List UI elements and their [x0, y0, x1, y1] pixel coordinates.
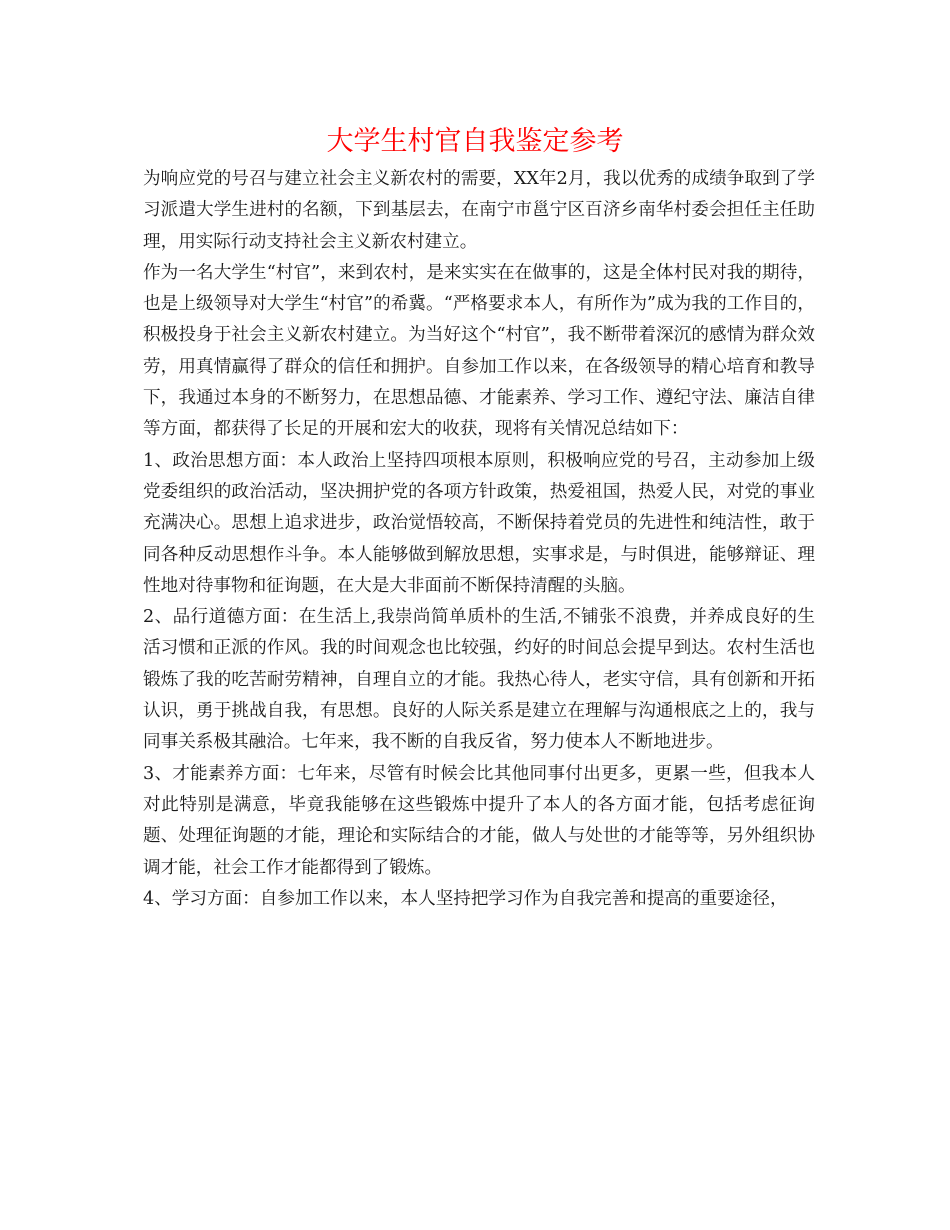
paragraph-political-thought: 1、政治思想方面：本人政治上坚持四项根本原则，积极响应党的号召，主动参加上级党委组织的政治活动，坚决拥护党的各项方针政策，热爱祖国，热爱人民，对党的事业充满决心。思想上追求进步，政治觉悟较高，不断保持着党员的先进性和纯洁性，敢于同各种反动思想作斗争。本人能够做到解放思想，实事求是，与时俱进，能够辩证、理性地对待事物和征询题，在大是大非面前不断保持清醒的头脑。 — [143, 450, 815, 596]
paragraph-abilities: 3、才能素养方面：七年来，尽管有时候会比其他同事付出更多，更累一些，但我本人对此特别是满意，毕竟我能够在这些锻炼中提升了本人的各方面才能，包括考虑征询题、处理征询题的才能，理论和实际结合的才能，做人与处世的才能等等，另外组织协调才能，社会工作才能都得到了锻炼。 — [143, 763, 815, 878]
paragraph-village-official: 作为一名大学生“村官”，来到农村，是来实实在在做事的，这是全体村民对我的期待，也是上级领导对大学生“村官”的希冀。“严格要求本人，有所作为”成为我的工作目的，积极投身于社会主义新农村建立。为当好这个“村官”，我不断带着深沉的感情为群众效劳，用真情赢得了群众的信任和拥护。自参加工作以来，在各级领导的精心培育和教导下，我通过本身的不断努力，在思想品德、才能素养、学习工作、遵纪守法、廉洁自律等方面，都获得了长足的开展和宏大的收获，现将有关情况总结如下： — [143, 262, 815, 440]
document-title: 大学生村官自我鉴定参考 — [326, 126, 624, 157]
paragraph-intro: 为响应党的号召与建立社会主义新农村的需要，XX年2月，我以优秀的成绩争取到了学习派遣大学生进村的名额，下到基层去，在南宁市邕宁区百济乡南华村委会担任主任助理，用实际行动支持社会主义新农村建立。 — [143, 169, 815, 252]
paragraph-moral-character: 2、品行道德方面：在生活上,我崇尚简单质朴的生活,不铺张不浪费，并养成良好的生活习惯和正派的作风。我的时间观念也比较强，约好的时间总会提早到达。农村生活也锻炼了我的吃苦耐劳精神，自理自立的才能。我热心待人，老实守信，具有创新和开拓认识，勇于挑战自我，有思想。良好的人际关系是建立在理解与沟通根底之上的，我与同事关系极其融洽。七年来，我不断的自我反省，努力使本人不断地进步。 — [143, 607, 815, 753]
paragraph-learning: 4、学习方面：自参加工作以来，本人坚持把学习作为自我完善和提高的重要途径， — [143, 888, 788, 909]
document-body — [143, 164, 815, 915]
